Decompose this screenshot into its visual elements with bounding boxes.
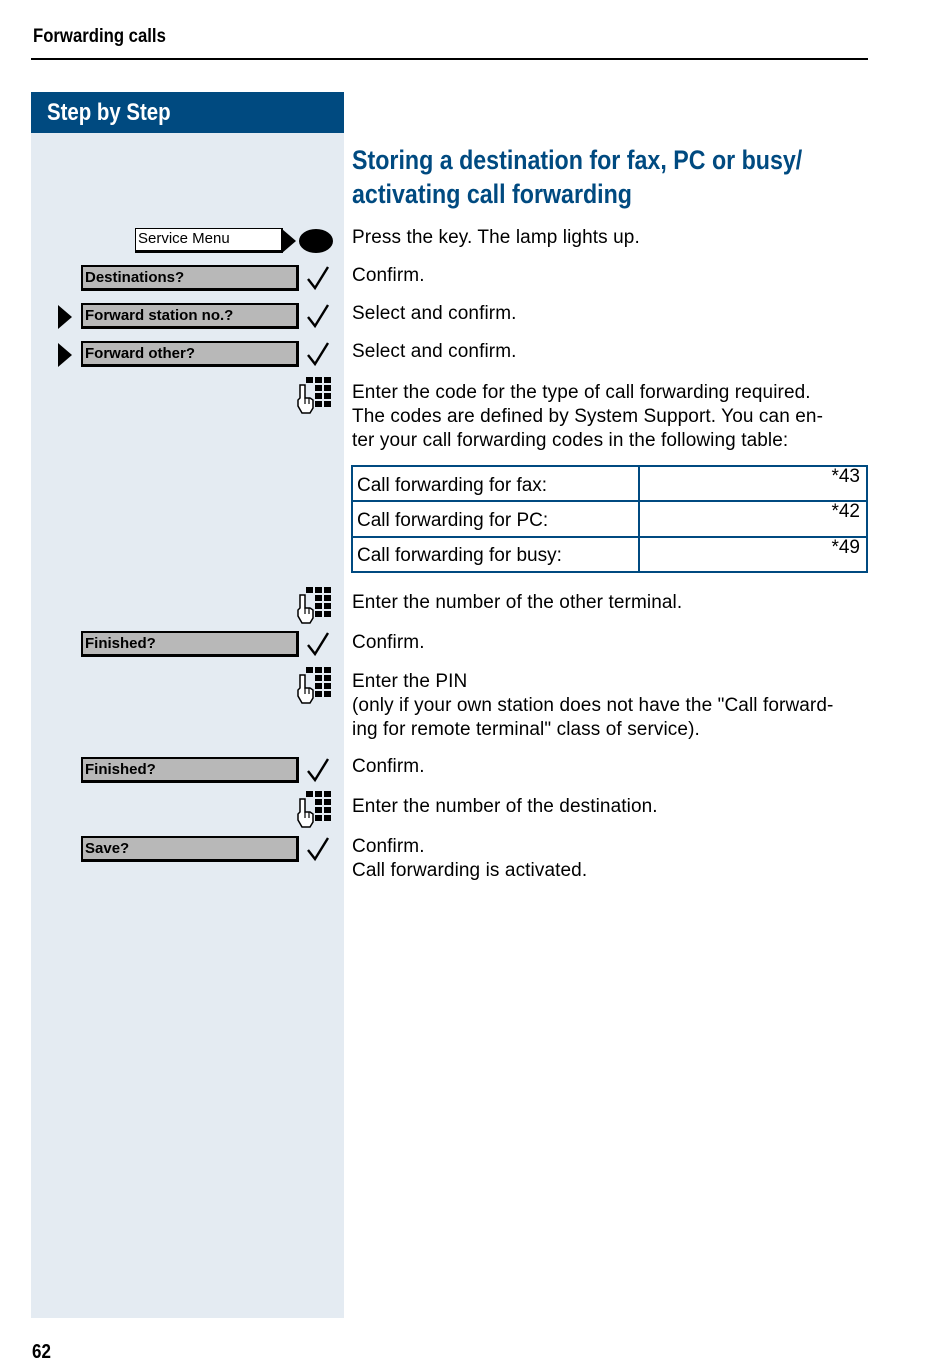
keypad-icon[interactable] [296, 666, 332, 706]
checkmark-icon[interactable] [305, 303, 331, 329]
header-rule [31, 58, 868, 60]
step-enter-pin-line-1: Enter the PIN [352, 671, 468, 692]
section-title [352, 143, 872, 211]
checkmark-icon[interactable] [305, 341, 331, 367]
step-confirm-4 [352, 835, 870, 883]
menu-finished-1[interactable]: Finished? [81, 631, 299, 657]
step-by-step-header [31, 92, 344, 133]
page-number-label: 62 [32, 1341, 51, 1363]
step-enter-code-line-3: ter your call forwarding codes in the following table: [352, 430, 789, 451]
table-cell-code[interactable]: *49 [639, 537, 867, 572]
step-confirm-4-line-1: Confirm. [352, 836, 425, 857]
checkmark-icon[interactable] [305, 265, 331, 291]
section-title-line-2: activating call forwarding [352, 179, 632, 209]
section-title-line-1: Storing a destination for fax, PC or busy/ [352, 145, 803, 175]
page-header-title: Forwarding calls [33, 26, 166, 47]
step-confirm-3: Confirm. [352, 756, 425, 777]
service-menu-display: Service Menu [135, 228, 283, 253]
step-confirm-2: Confirm. [352, 632, 425, 653]
checkmark-icon[interactable] [305, 757, 331, 783]
step-enter-other-terminal: Enter the number of the other terminal. [352, 592, 683, 613]
table-cell-label: Call forwarding for fax: [352, 466, 639, 501]
table-cell-label: Call forwarding for PC: [352, 501, 639, 536]
triangle-arrow-icon [57, 304, 73, 330]
menu-save[interactable]: Save? [81, 836, 299, 862]
checkmark-icon[interactable] [305, 836, 331, 862]
step-enter-pin-line-2: (only if your own station does not have the "Call forward- [352, 695, 834, 716]
step-select-confirm-1: Select and confirm. [352, 303, 517, 324]
step-confirm-1: Confirm. [352, 265, 425, 286]
checkmark-icon[interactable] [305, 631, 331, 657]
keypad-icon[interactable] [296, 790, 332, 830]
table-cell-code[interactable]: *43 [639, 466, 867, 501]
table-row [352, 466, 867, 501]
triangle-arrow-icon [57, 342, 73, 368]
step-by-step-label: Step by Step [47, 99, 171, 126]
keypad-icon[interactable] [296, 376, 332, 416]
menu-forward-other[interactable]: Forward other? [81, 341, 299, 367]
step-select-confirm-2: Select and confirm. [352, 341, 517, 362]
step-enter-destination: Enter the number of the destination. [352, 796, 658, 817]
page-number [32, 1341, 54, 1364]
step-enter-pin-line-3: ing for remote terminal" class of service). [352, 719, 700, 740]
step-enter-code [352, 381, 870, 453]
table-cell-code[interactable]: *42 [639, 501, 867, 536]
forwarding-codes-table [351, 465, 868, 573]
menu-forward-station[interactable]: Forward station no.? [81, 303, 299, 329]
step-activated-line: Call forwarding is activated. [352, 860, 588, 881]
keypad-icon[interactable] [296, 586, 332, 626]
step-enter-code-line-2: The codes are defined by System Support. You can en- [352, 406, 823, 427]
menu-destinations[interactable]: Destinations? [81, 265, 299, 291]
key-oval-icon[interactable] [296, 227, 336, 255]
step-enter-code-line-1: Enter the code for the type of call forwarding required. [352, 382, 811, 403]
table-row [352, 501, 867, 536]
step-press-key: Press the key. The lamp lights up. [352, 227, 640, 248]
table-row [352, 537, 867, 572]
table-cell-label: Call forwarding for busy: [352, 537, 639, 572]
menu-finished-2[interactable]: Finished? [81, 757, 299, 783]
step-enter-pin [352, 670, 870, 742]
